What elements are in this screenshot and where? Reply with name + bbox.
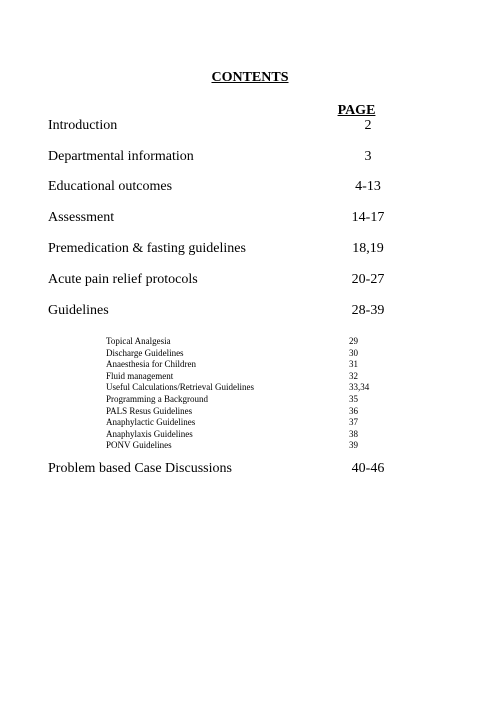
sub-entry	[106, 348, 366, 360]
sub-entry-page: 32	[349, 370, 358, 381]
sub-entry-page: 29	[349, 336, 358, 346]
toc-entry	[48, 241, 383, 259]
toc-entry-label: Problem based Case Discussions	[48, 461, 232, 476]
toc-entry	[48, 179, 383, 197]
toc-entry-page: 18,19	[352, 241, 384, 256]
toc-entry-label: Educational outcomes	[48, 179, 173, 194]
sub-entry	[106, 394, 366, 406]
toc-entry-label: Guidelines	[48, 303, 109, 318]
toc-entry-label: Assessment	[48, 210, 115, 225]
sub-entry-label: PONV Guidelines	[106, 440, 172, 451]
sub-entry	[106, 440, 366, 452]
sub-entry-label: Discharge Guidelines	[106, 347, 184, 358]
toc-entry	[48, 210, 383, 228]
sub-entry-page: 35	[349, 393, 358, 404]
sub-entry	[106, 406, 366, 418]
sub-entry-label: Fluid management	[106, 370, 174, 381]
toc-entry-page: 20-27	[351, 272, 385, 287]
sub-entry	[106, 371, 366, 383]
guidelines-sublist	[106, 336, 370, 452]
sub-entry-page: 38	[349, 428, 358, 439]
toc-entry-page: 14-17	[351, 210, 385, 225]
page-column-heading: PAGE	[337, 103, 376, 118]
toc-entry	[48, 272, 383, 290]
sub-entry-page: 30	[349, 347, 358, 358]
sub-entry	[106, 382, 370, 394]
toc-entry	[48, 118, 383, 136]
toc-entry-label: Acute pain relief protocols	[48, 272, 198, 287]
sub-entry	[106, 417, 366, 429]
toc-entry-page: 4-13	[355, 179, 381, 194]
sub-entry-label: Anaphylactic Guidelines	[106, 417, 196, 428]
toc-entry-page: 2	[364, 118, 372, 133]
toc-entry-label: Departmental information	[48, 149, 194, 164]
sub-entry-page: 37	[349, 417, 358, 428]
sub-entry-page: 31	[349, 359, 358, 370]
sub-entry-label: Programming a Background	[106, 393, 208, 404]
toc-entry	[48, 149, 383, 167]
toc-entry-page: 3	[364, 149, 372, 164]
contents-title: CONTENTS	[211, 70, 289, 85]
toc-entry-page: 40-46	[351, 461, 385, 476]
sub-entry-page: 36	[349, 405, 358, 416]
sub-entry-label: Anaphylaxis Guidelines	[106, 428, 193, 439]
toc-entry	[48, 461, 383, 479]
toc-entry-label: Introduction	[48, 118, 118, 133]
sub-entry	[106, 336, 366, 348]
sub-entry-page: 33,34	[349, 382, 370, 393]
sub-entry-page: 39	[349, 440, 358, 451]
toc-entry-label: Premedication & fasting guidelines	[48, 241, 246, 256]
toc-entry-page: 28-39	[351, 303, 385, 318]
sub-entry	[106, 429, 366, 441]
sub-entry-label: PALS Resus Guidelines	[106, 405, 193, 416]
sub-entry-label: Topical Analgesia	[106, 336, 171, 346]
toc-entry	[48, 303, 383, 321]
sub-entry-label: Anaesthesia for Children	[106, 359, 196, 370]
sub-entry-label: Useful Calculations/Retrieval Guidelines	[106, 382, 254, 393]
sub-entry	[106, 359, 366, 371]
